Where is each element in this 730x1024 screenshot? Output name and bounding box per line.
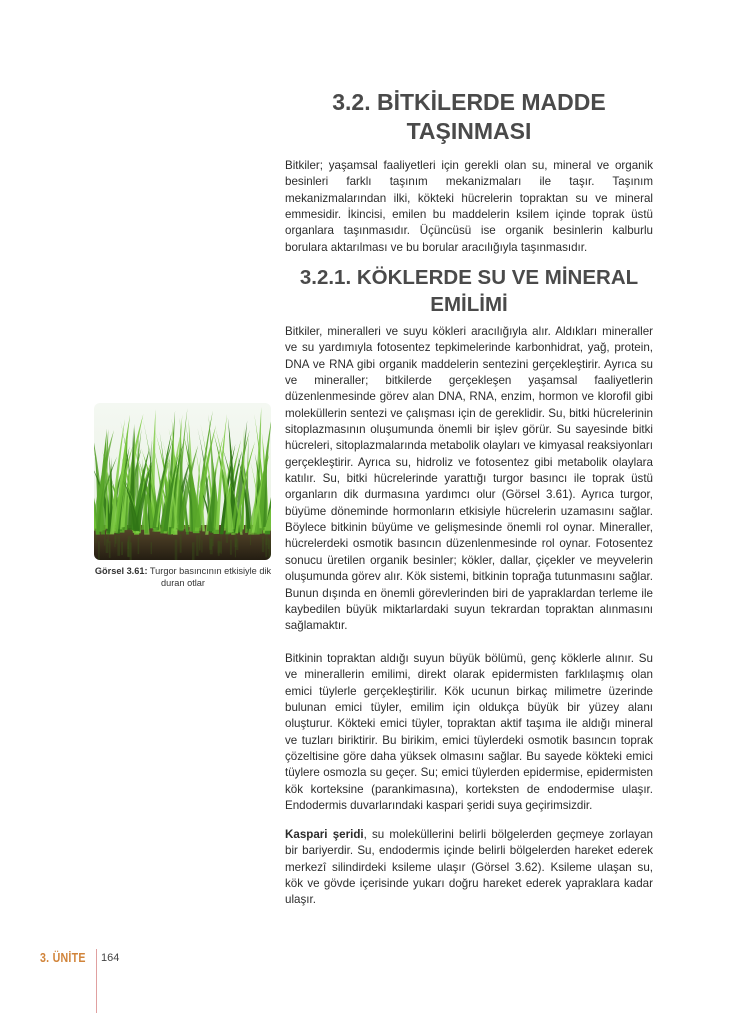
subsection-title xyxy=(285,264,653,318)
water-reflection xyxy=(266,535,268,546)
body-paragraph-3-text: , su moleküllerini belirli bölgelerden geçmeye zorlayan bir bariyerdir. Su, endodermis içinde belirli bölgelerden hareket ederek merkezî silindirdeki ksileme ulaşır (Görsel 3.62). Ksileme ulaşan su, kök ve gövde içerisinde yukarı doğru hareket ederek yapraklara kadar ulaşır. xyxy=(285,828,653,907)
water-reflection xyxy=(128,536,131,557)
water-reflection xyxy=(210,539,213,555)
kaspari-term: Kaspari şeridi xyxy=(285,828,364,841)
water-reflection xyxy=(104,535,105,546)
water-reflection xyxy=(201,540,202,553)
grass-photo xyxy=(94,403,271,560)
water-reflection xyxy=(250,534,251,545)
water-reflection xyxy=(192,542,195,560)
figure-label: Görsel 3.61: xyxy=(94,566,148,576)
water-reflection xyxy=(106,539,109,553)
water-reflection xyxy=(226,535,228,543)
water-reflection xyxy=(262,536,264,552)
water-reflection xyxy=(109,541,111,558)
section-title-line1: 3.2. BİTKİLERDE MADDE xyxy=(332,89,606,115)
body-paragraph-1: Bitkiler, mineralleri ve suyu kökleri aracılığıyla alır. Aldıkları mineraller ve su yardımıyla fotosentez tepkimelerinde karbonhidrat, yağ, protein, DNA ve RNA gibi organik maddelerin sentezini gerçekleştirir. Ayrıca su ve mineraller; bitkilerde gerçekleşen yaşamsal faaliyetlerin düzenlenmesinde görev alan DNA, RNA, enzim, hormon ve klorofil gibi moleküllerin sentezi ve çalışması için de gereklidir. Su, bitki hücrelerinin sitoplazmasının oluşumunda önemli bir işlev görür. Su sayesinde bitki hücreleri, sitoplazmalarında metabolik olayları ve kimyasal reaksiyonları gerçekleştirir. Ayrıca su, hidroliz ve fotosentez gibi metabolik olaylara katılır. Su, bitki hücrelerinde yarattığı turgor basıncı ile toprak üstü organların dik durmasına yardımcı olur (Görsel 3.61). Ayrıca turgor, büyüme döneminde hormonların etkisiyle hücrelerin uzamasını sağlar. Böylece bitkinin büyüme ve gelişmesinde önemli rol oynar. Mineraller, hücrelerdeki osmotik basıncın düzenlenmesinde rol oynar. Fotosentez sonucu üretilen organik besinler; kökler, dallar, çiçekler ve meyvelerin oluşumunda görev alır. Kök sistemi, bitkinin toprağa tutunmasını sağlar. Bunun dışında en önemli görevlerinden biri de yapraklardan terleme ile kaybedilen büyük miktarlardaki suyun tekrardan topraktan alınmasını sağlamaktır. xyxy=(285,325,653,633)
water-reflection xyxy=(138,537,140,554)
water-reflection xyxy=(199,534,201,550)
subsection-title-line2: EMİLİMİ xyxy=(430,293,508,316)
subsection-title-line1: 3.2.1. KÖKLERDE SU VE MİNERAL xyxy=(299,266,639,289)
water-reflection xyxy=(235,540,236,557)
water-reflection xyxy=(117,535,120,556)
water-reflection xyxy=(175,539,178,560)
water-reflection xyxy=(268,538,270,549)
water-reflection xyxy=(221,534,222,554)
body-paragraph-2: Bitkinin topraktan aldığı suyun büyük bölümü, genç köklerle alınır. Su ve minerallerin emilimi, direkt olarak epidermisten farklılaşmış olan emici tüylerle gerçekleştirilir. Kök ucunun birkaç milimetre üzerinde bulunan emici tüyler, emilim için oldukça büyük bir yüzey alanı oluşturur. Kökteki emici tüyler, topraktan aktif taşıma ile aldığı mineral ve tuzları biriktirir. Bu birikim, emici tüylerdeki osmotik basıncın toprak çözeltisine göre daha yüksek olmasını sağlar. Bu sayede kökteki emici tüylere osmozla su geçer. Su; emici tüylerden epidermise, epidermisten kök korteksine (parankimasına), korteksten de endodermise ulaşır. Endodermis duvarlarındaki kaspari şeridi suya geçirimsizdir. xyxy=(285,652,653,813)
body-paragraph-3 xyxy=(285,827,653,909)
water-reflection xyxy=(196,535,198,556)
water-reflection xyxy=(114,535,115,547)
water-reflection xyxy=(151,542,152,554)
grass-illustration xyxy=(94,403,271,560)
figure-caption-text: Turgor basıncının etkisiyle dik duran otlar xyxy=(147,566,272,588)
water-reflection xyxy=(230,540,232,555)
figure-caption xyxy=(86,566,280,589)
water-reflection xyxy=(121,542,123,555)
section-title xyxy=(285,88,653,146)
intro-paragraph: Bitkiler; yaşamsal faaliyetleri için gerekli olan su, mineral ve organik besinleri farklı taşınım mekanizmaları ile taşır. Taşınım mekanizmalarından ilki, kökteki hücrelerin topraktan su ve mineral emmesidir. İkincisi, emilen bu maddelerin ksilem içinde toprak üstü organlara taşınmasıdır. Üçüncüsü ise organik besinlerin kalburlu borulara aktarılması ve bu borular aracılığıyla taşınmasıdır. xyxy=(285,159,653,254)
water-reflection xyxy=(98,541,100,560)
water-reflection xyxy=(95,535,96,544)
page-number: 164 xyxy=(101,952,120,964)
unit-label: 3. ÜNİTE xyxy=(40,951,86,965)
section-title-line2: TAŞINMASI xyxy=(406,118,532,144)
margin-divider xyxy=(96,949,97,1013)
water-reflection xyxy=(180,534,182,553)
water-reflection xyxy=(218,541,219,553)
